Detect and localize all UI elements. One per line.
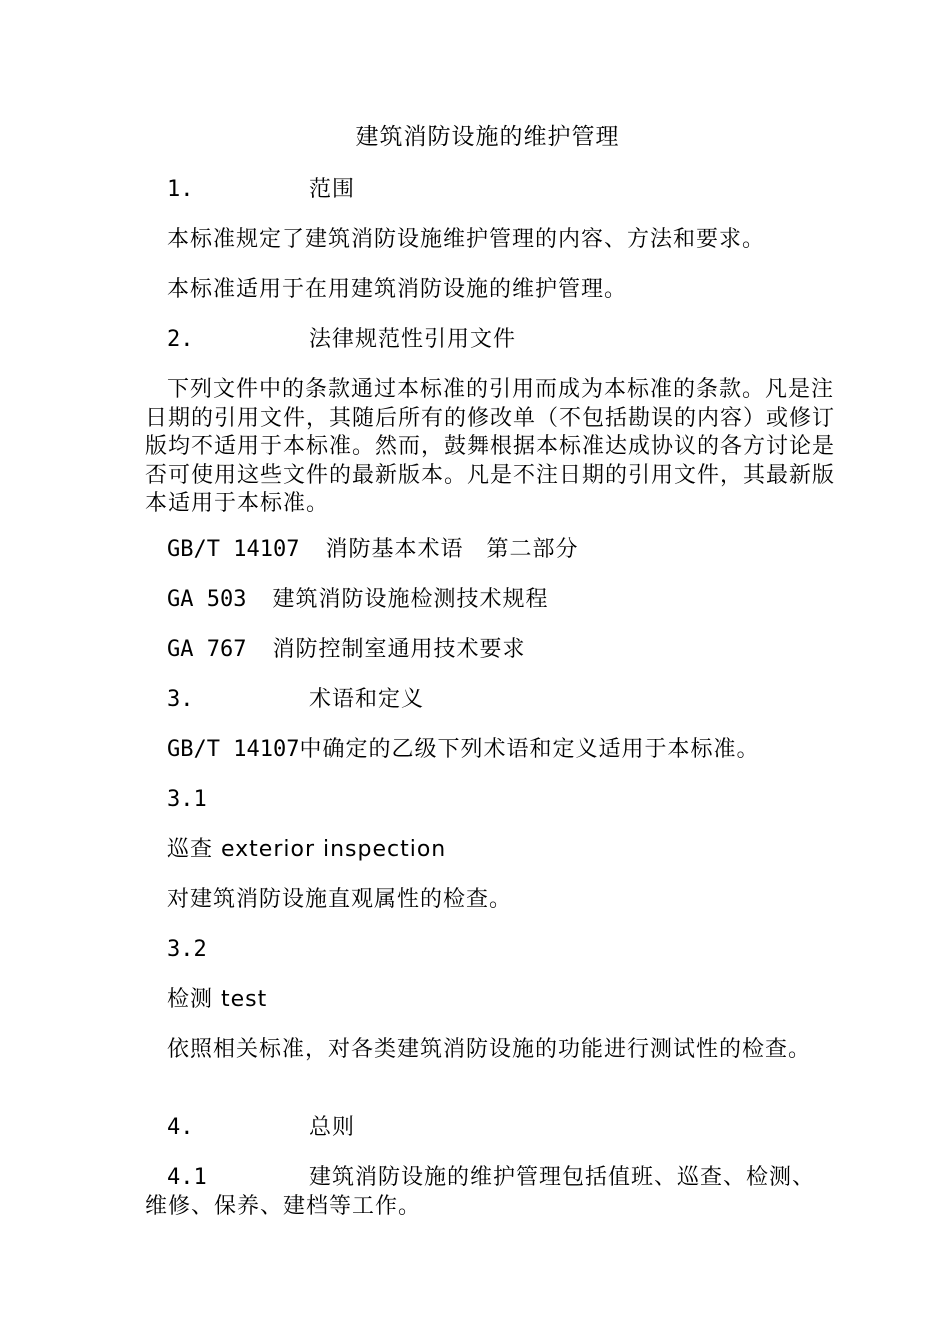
reference-title: 消防控制室通用技术要求 [272,637,526,662]
section-3-heading [167,686,424,714]
section-title: 总则 [309,1115,356,1140]
term-number: 3.2 [167,937,207,962]
paragraph-scope-2: 本标准适用于在用建筑消防设施的维护管理。 [167,277,628,302]
section-number: 1. [167,177,194,202]
reference-title: 消防基本术语 第二部分 [325,537,579,562]
term-title: 巡查 exterior inspection [167,837,447,862]
section-title: 术语和定义 [309,687,425,712]
reference-code: GB/T 14107 [167,537,300,562]
reference-item [167,586,549,614]
section-number: 2. [167,327,194,352]
clause-number: 4.1 [167,1165,207,1190]
section-2-heading [167,326,516,354]
section-title: 范围 [309,177,356,202]
reference-item [167,536,578,564]
paragraph-scope-1: 本标准规定了建筑消防设施维护管理的内容、方法和要求。 [167,227,766,252]
section-number: 3. [167,687,194,712]
term-number: 3.1 [167,787,207,812]
clause-text: 建筑消防设施的维护管理包括值班、巡查、检测、维修、保养、建档等工作。 [145,1165,816,1219]
reference-item [167,636,526,664]
clause-4-1 [145,1164,835,1221]
section-4-heading [167,1114,355,1142]
section-title: 法律规范性引用文件 [309,327,517,352]
section-number: 4. [167,1115,194,1140]
reference-title: 建筑消防设施检测技术规程 [272,587,549,612]
term-title: 检测 test [167,987,268,1012]
paragraph-normative-references [145,376,835,519]
term-definition [145,1036,835,1065]
section-1-heading [167,176,355,204]
reference-code: GB/T 14107 [167,737,300,762]
paragraph-text: 下列文件中的条款通过本标准的引用而成为本标准的条款。凡是注日期的引用文件，其随后所有的修改单（不包括勘误的内容）或修订版均不适用于本标准。然而，鼓舞根据本标准达成协议的各方讨论是否可使用这些文件的最新版本。凡是不注日期的引用文件，其最新版本适用于本标准。 [145,377,836,516]
paragraph-terms-intro [167,736,759,764]
paragraph-text: 依照相关标准，对各类建筑消防设施的功能进行测试性的检查。 [167,1037,812,1062]
reference-code: GA 767 [167,637,247,662]
reference-code: GA 503 [167,587,247,612]
document-title: 建筑消防设施的维护管理 [355,124,620,150]
term-definition: 对建筑消防设施直观属性的检查。 [167,887,513,912]
paragraph-text: 中确定的乙级下列术语和定义适用于本标准。 [299,737,760,762]
